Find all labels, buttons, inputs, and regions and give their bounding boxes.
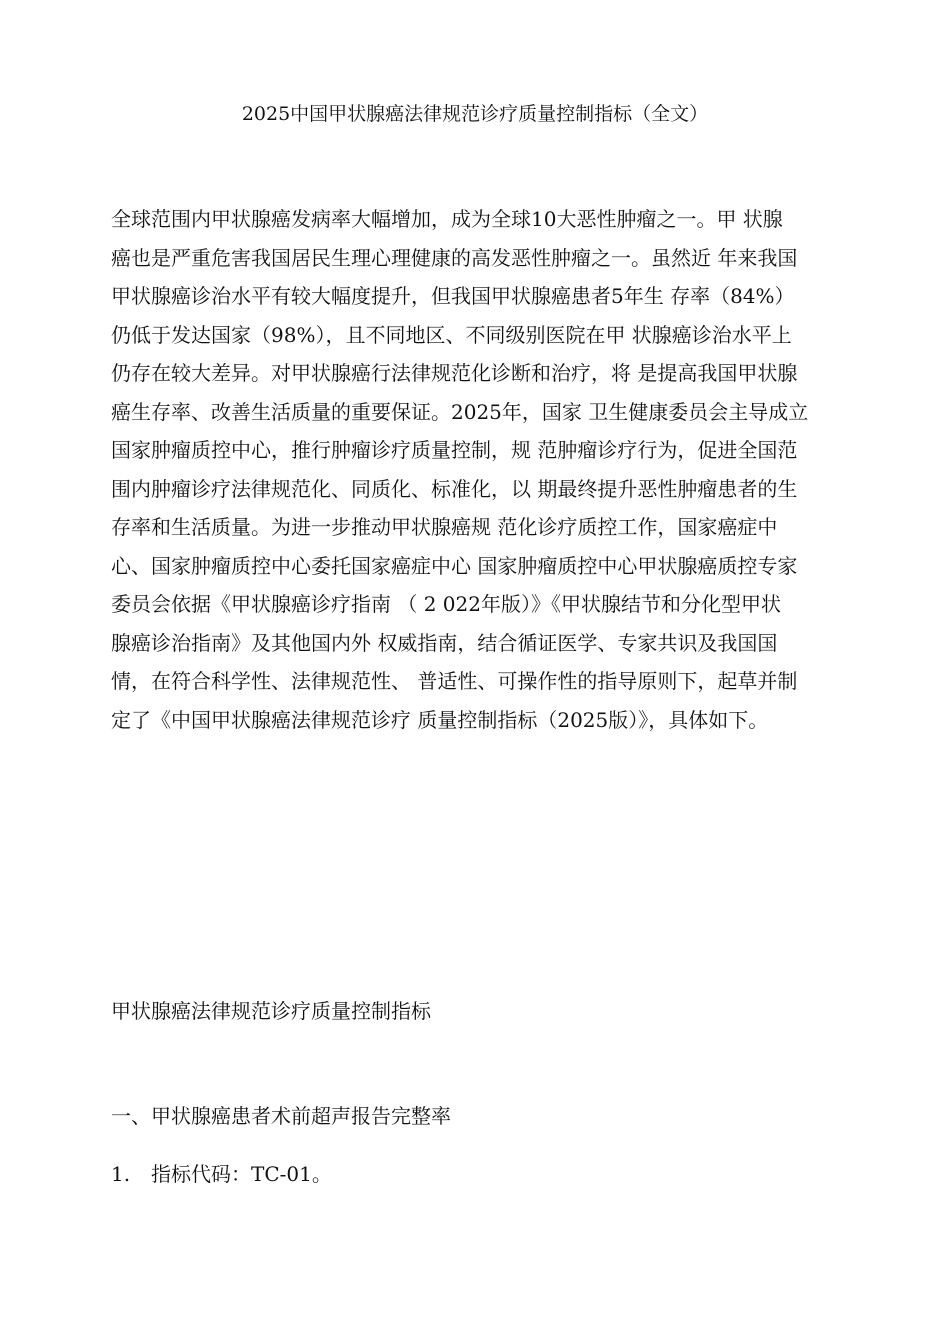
list-item-text: 指标代码：TC-01。 (151, 1162, 332, 1186)
paragraph-line: 心、国家肿瘤质控中心委托国家癌症中心 国家肿瘤质控中心甲状腺癌质控专家 (111, 553, 798, 578)
paragraph-line: 全球范围内甲状腺癌发病率大幅增加，成为全球10大恶性肿瘤之一。甲 状腺 (111, 207, 783, 231)
paragraph-line: 癌也是严重危害我国居民生理心理健康的高发恶性肿瘤之一。虽然近 年来我国 (111, 245, 798, 270)
document-title: 2025中国甲状腺癌法律规范诊疗质量控制指标（全文） (241, 103, 709, 125)
paragraph-line: 癌生存率、改善生活质量的重要保证。2025年，国家 卫生健康委员会主导成立 (111, 399, 809, 424)
paragraph-line: 委员会依据《甲状腺癌诊疗指南 （ 2 022年版）》《甲状腺结节和分化型甲状 (111, 592, 781, 616)
paragraph-line: 甲状腺癌诊治水平有较大幅度提升，但我国甲状腺癌患者5年生 存率（84%） (111, 284, 795, 308)
paragraph-line: 存率和生活质量。为进一步推动甲状腺癌规 范化诊疗质控工作，国家癌症中 (111, 515, 778, 539)
paragraph-line: 国家肿瘤质控中心，推行肿瘤诊疗质量控制，规 范肿瘤诊疗行为，促进全国范 (111, 438, 798, 462)
list-item (111, 1160, 332, 1188)
paragraph-line: 腺癌诊治指南》及其他国内外 权威指南，结合循证医学、专家共识及我国国 (111, 630, 778, 655)
section-heading: 甲状腺癌法律规范诊疗质量控制指标 (111, 999, 431, 1023)
intro-paragraph (111, 200, 871, 739)
paragraph-line: 定了《中国甲状腺癌法律规范诊疗 质量控制指标（2025版）》，具体如下。 (111, 707, 769, 732)
paragraph-line: 仍存在较大差异。对甲状腺癌行法律规范化诊断和治疗，将 是提高我国甲状腺 (111, 361, 798, 385)
subsection-heading: 一、甲状腺癌患者术前超声报告完整率 (111, 1104, 451, 1128)
list-item-number: 1. (111, 1162, 131, 1186)
paragraph-line: 仍低于发达国家（98%），且不同地区、不同级别医院在甲 状腺癌诊治水平上 (111, 322, 792, 347)
paragraph-line: 情，在符合科学性、法律规范性、 普适性、可操作性的指导原则下，起草并制 (111, 669, 798, 693)
paragraph-line: 围内肿瘤诊疗法律规范化、同质化、标准化，以 期最终提升恶性肿瘤患者的生 (111, 476, 798, 501)
